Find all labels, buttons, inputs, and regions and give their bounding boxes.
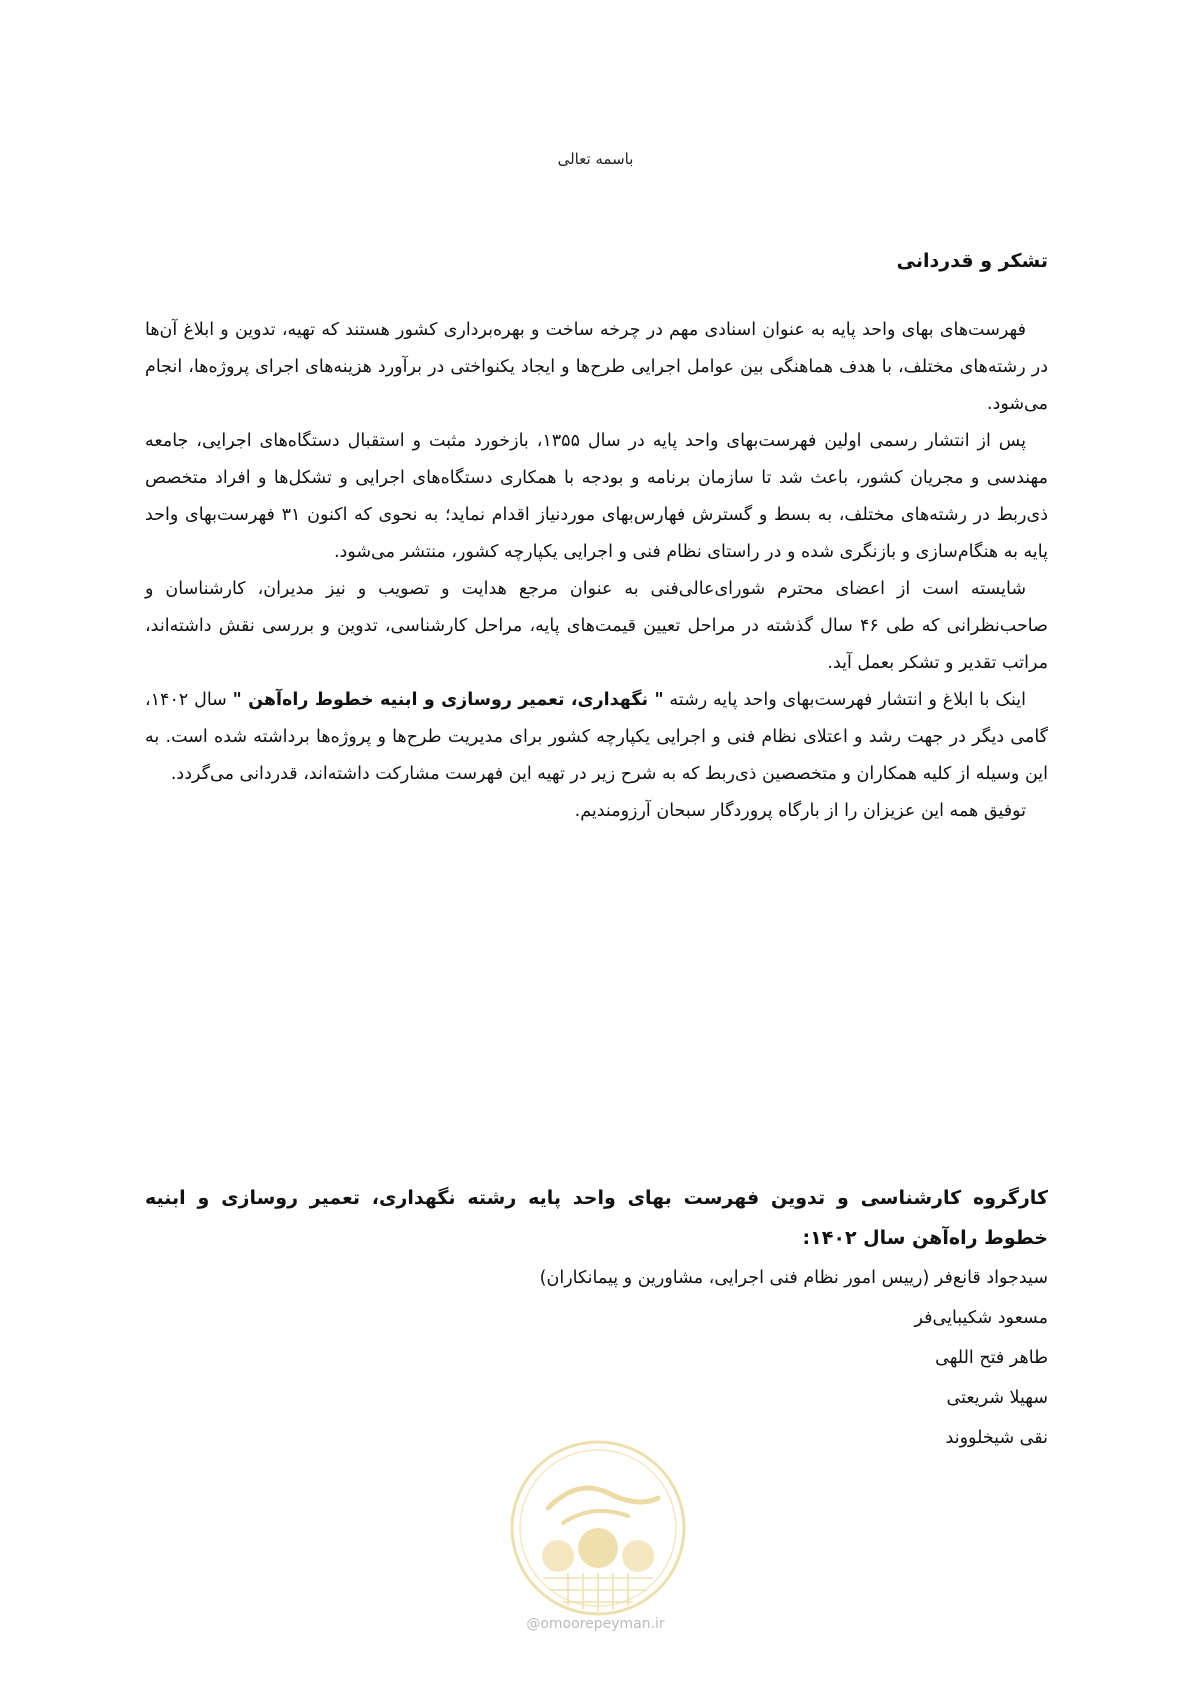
paragraph-4-end: سال ۱۴۰۲، گامی دیگر در جهت رشد و اعتلای نظام فنی و اجرایی یکپارچه کشور برای مدیریت طرح‌ها و پروژه‌ها برداشته شده است. به این وسیله از کلیه همکاران و متخصصین ذی‌ربط که به شرح زیر در تهیه این فهرست مشارکت داشته‌اند، قدردانی می‌گردد. xyxy=(145,690,1048,784)
paragraph-4-start: اینک با ابلاغ و انتشار فهرست‌بهای واحد پایه رشته xyxy=(663,690,1026,710)
watermark-logo-icon xyxy=(508,1438,688,1618)
working-group-section xyxy=(145,1178,1048,1458)
member-name: سیدجواد قانع‌فر (رییس امور نظام فنی اجرایی، مشاورین و پیمانکاران) xyxy=(539,1268,1048,1288)
field-name-bold: " نگهداری، تعمیر روسازی و ابنیه خطوط راه‌آهن " xyxy=(232,690,664,710)
acknowledgement-body xyxy=(145,312,1048,830)
member-name: مسعود شکیبایی‌فر xyxy=(914,1308,1048,1328)
watermark-handle: @omoorepeyman.ir xyxy=(526,1616,665,1632)
paragraph-3: شایسته است از اعضای محترم شورای‌عالی‌فنی به عنوان مرجع هدایت و تصویب و نیز مدیران، کارشناسان و صاحب‌نظرانی که طی ۴۶ سال گذشته در مراحل تعیین قیمت‌های پایه، مراحل کارشناسی، تدوین و بررسی نقش داشته‌اند، مراتب تقدیر و تشکر بعمل آید. xyxy=(145,579,1048,673)
paragraph-4 xyxy=(145,682,1048,793)
paragraph-2: پس از انتشار رسمی اولین فهرست‌بهای واحد پایه در سال ۱۳۵۵، بازخورد مثبت و استقبال دستگاه‌های اجرایی، جامعه مهندسی و مجریان کشور، باعث شد تا سازمان برنامه و بودجه با همکاری دستگاه‌های اجرایی و تشکل‌ها و افراد متخصص ذی‌ربط در رشته‌های مختلف، به بسط و گسترش فهارس‌بهای موردنیاز اقدام نماید؛ به نحوی که اکنون ۳۱ فهرست‌بهای واحد پایه به هنگام‌سازی و بازنگری شده و در راستای نظام فنی و اجرایی یکپارچه کشور، منتشر می‌شود. xyxy=(145,431,1048,562)
member-name: طاهر فتح اللهی xyxy=(935,1348,1048,1368)
invocation-text: باسمه تعالی xyxy=(557,150,634,168)
paragraph-5: توفیق همه این عزیزان را از بارگاه پروردگار سبحان آرزومندیم. xyxy=(574,801,1026,821)
member-name: سهیلا شریعتی xyxy=(946,1388,1048,1408)
working-group-title: کارگروه کارشناسی و تدوین فهرست بهای واحد پایه رشته نگهداری، تعمیر روسازی و ابنیه خطوط راه‌آهن سال ۱۴۰۲: xyxy=(145,1187,1048,1249)
acknowledgement-title: تشکر و قدردانی xyxy=(896,250,1048,272)
member-name: نقی شیخلووند xyxy=(945,1428,1048,1448)
paragraph-1: فهرست‌های بهای واحد پایه به عنوان اسنادی مهم در چرخه ساخت و بهره‌برداری کشور هستند که تهیه، تدوین و ابلاغ آن‌ها در رشته‌های مختلف، با هدف هماهنگی بین عوامل اجرایی طرح‌ها و ایجاد یکنواختی در برآورد هزینه‌های اجرای پروژه‌ها، انجام می‌شود. xyxy=(145,320,1048,414)
